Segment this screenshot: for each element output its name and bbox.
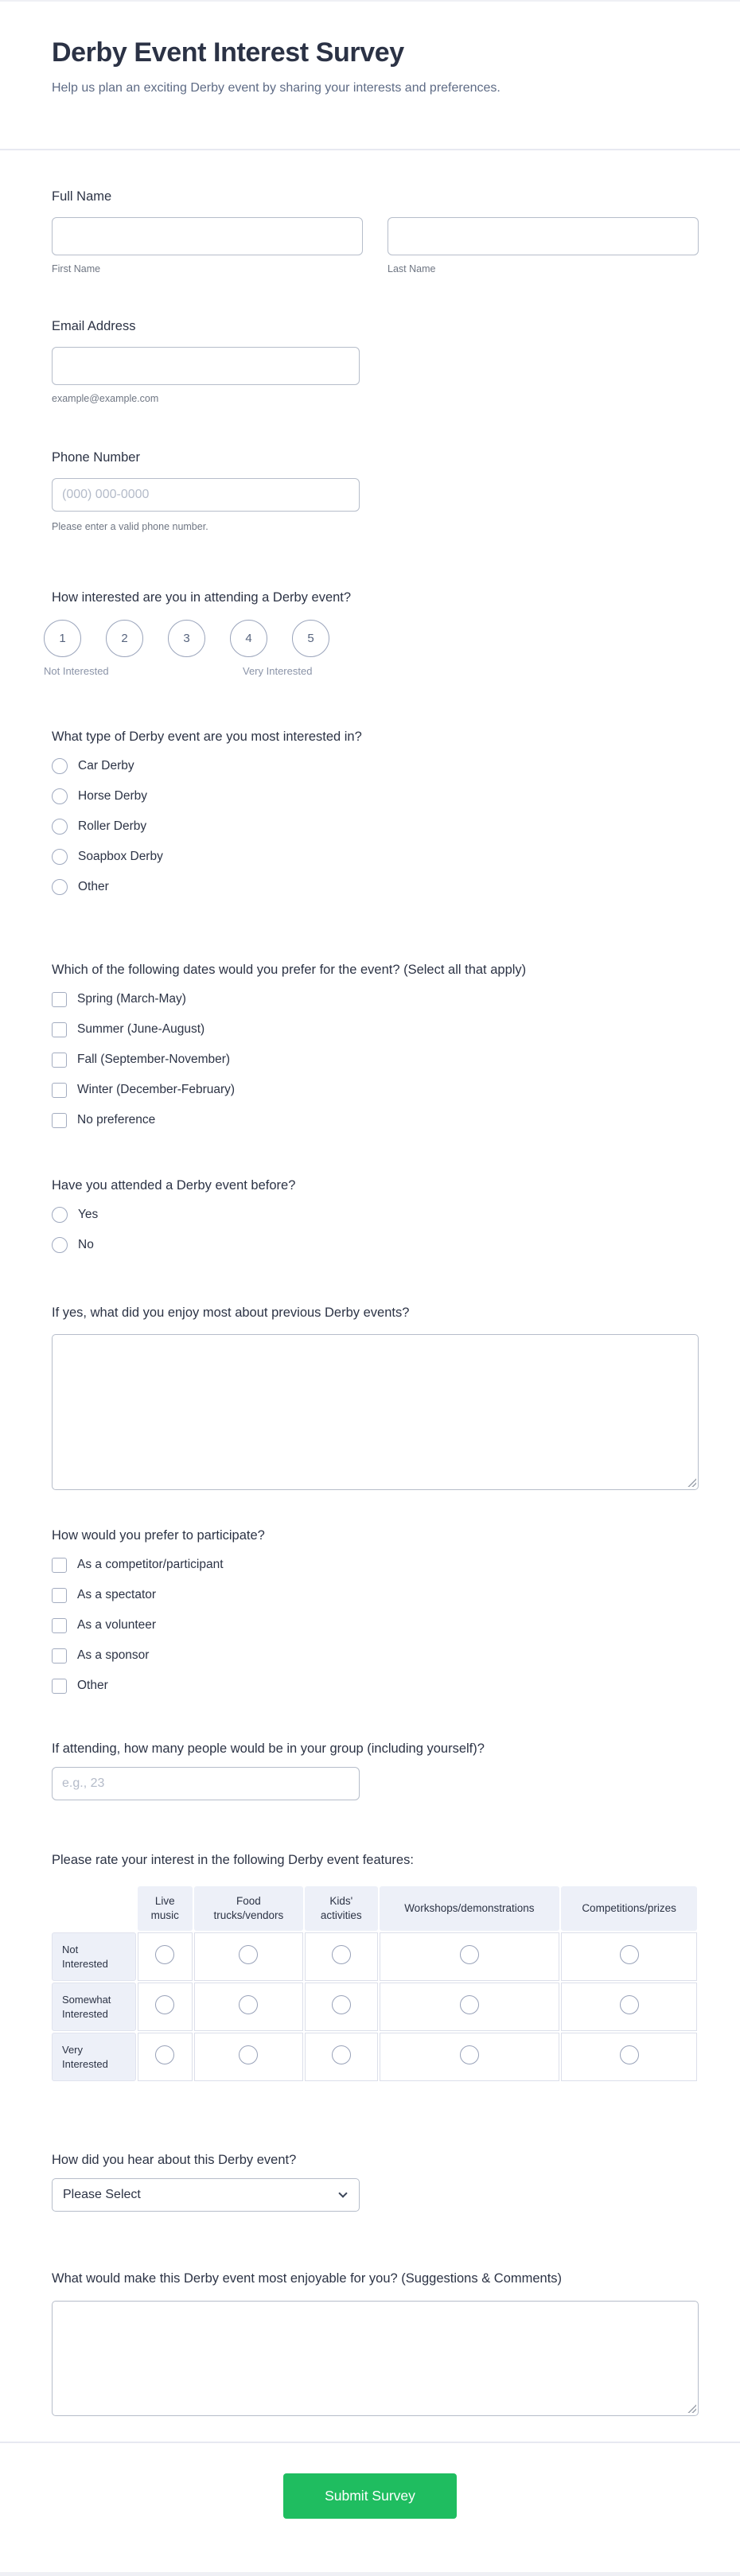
checkbox[interactable] (52, 992, 67, 1007)
radio-option-label: Roller Derby (78, 819, 147, 833)
features-matrix-table (50, 1885, 699, 2083)
matrix-column-header: Food trucks/vendors (194, 1886, 303, 1931)
matrix-row (52, 1932, 697, 1981)
checkbox-option-row[interactable] (52, 1671, 699, 1701)
section-divider (0, 149, 740, 150)
checkbox-option-row[interactable] (52, 1045, 699, 1075)
checkbox-option-label: As a sponsor (77, 1648, 150, 1662)
group-size-input[interactable] (52, 1767, 360, 1800)
question-enjoyed (52, 1305, 699, 1490)
checkbox[interactable] (52, 1083, 67, 1098)
radio-button[interactable] (52, 788, 68, 804)
features-matrix-label: Please rate your interest in the following Derby event features: (52, 1853, 414, 1867)
matrix-column-header: Live music (138, 1886, 193, 1931)
question-participation (52, 1527, 699, 1701)
matrix-radio-button[interactable] (620, 1945, 639, 1964)
form-card (0, 2, 740, 2572)
checkbox-option-label: Winter (December-February) (77, 1083, 236, 1096)
matrix-cell[interactable] (138, 1983, 193, 2031)
matrix-radio-button[interactable] (620, 2045, 639, 2064)
matrix-radio-button[interactable] (332, 1995, 351, 2014)
radio-button[interactable] (52, 819, 68, 835)
scale-options (44, 620, 699, 657)
last-name-input[interactable] (388, 217, 699, 255)
interest-scale-label: How interested are you in attending a Derby event? (52, 590, 352, 605)
participation-label: How would you prefer to participate? (52, 1528, 265, 1543)
matrix-radio-button[interactable] (620, 1995, 639, 2014)
checkbox[interactable] (52, 1558, 67, 1573)
checkbox-option-row[interactable] (52, 984, 699, 1014)
question-referral (52, 2152, 699, 2212)
radio-option-label: Other (78, 880, 109, 893)
matrix-cell[interactable] (561, 1983, 697, 2031)
matrix-radio-button[interactable] (332, 1945, 351, 1964)
email-input[interactable] (52, 347, 360, 385)
submit-survey-button[interactable]: Submit Survey (283, 2473, 457, 2519)
referral-select[interactable] (52, 2178, 360, 2212)
matrix-cell[interactable] (138, 2033, 193, 2081)
group-size-label: If attending, how many people would be in your group (including yourself)? (52, 1741, 485, 1756)
question-dates (52, 962, 699, 1135)
matrix-row (52, 1983, 697, 2031)
question-group-size (52, 1741, 699, 1800)
phone-input[interactable] (52, 478, 360, 512)
matrix-cell[interactable] (194, 2033, 303, 2081)
radio-button[interactable] (52, 1207, 68, 1223)
first-name-group (52, 217, 363, 275)
scale-option-1[interactable]: 1 (44, 620, 81, 657)
scale-left-label: Not Interested (44, 665, 109, 677)
checkbox-option-row[interactable] (52, 1610, 699, 1640)
matrix-cell[interactable] (380, 1983, 560, 2031)
phone-label: Phone Number (52, 450, 140, 465)
checkbox-option-row[interactable] (52, 1105, 699, 1135)
matrix-cell[interactable] (138, 1932, 193, 1981)
checkbox[interactable] (52, 1053, 67, 1068)
matrix-radio-button[interactable] (460, 2045, 479, 2064)
matrix-radio-button[interactable] (239, 1995, 258, 2014)
radio-option-row[interactable] (52, 872, 699, 902)
checkbox-option-row[interactable] (52, 1075, 699, 1105)
event-type-options (52, 751, 699, 902)
matrix-corner-cell (52, 1886, 136, 1931)
checkbox[interactable] (52, 1679, 67, 1694)
checkbox-option-label: Other (77, 1679, 108, 1692)
last-name-group (388, 217, 699, 275)
checkbox[interactable] (52, 1648, 67, 1664)
checkbox-option-label: Fall (September-November) (77, 1053, 231, 1066)
matrix-radio-button[interactable] (460, 1945, 479, 1964)
matrix-row-label: Very Interested (52, 2033, 136, 2081)
matrix-radio-button[interactable] (155, 1945, 174, 1964)
scale-right-label: Very Interested (243, 665, 313, 677)
radio-option-label: Soapbox Derby (78, 850, 163, 863)
matrix-column-header: Competitions/prizes (561, 1886, 697, 1931)
matrix-cell[interactable] (380, 1932, 560, 1981)
checkbox-option-row[interactable] (52, 1640, 699, 1671)
checkbox-option-label: Spring (March-May) (77, 992, 186, 1006)
question-full-name (52, 189, 699, 275)
checkbox-option-label: As a spectator (77, 1588, 157, 1601)
checkbox[interactable] (52, 1588, 67, 1603)
checkbox-option-label: As a competitor/participant (77, 1558, 224, 1571)
radio-option-row[interactable] (52, 781, 699, 811)
radio-option-label: Yes (78, 1208, 99, 1221)
matrix-cell[interactable] (305, 1932, 377, 1981)
email-sublabel: example@example.com (52, 393, 159, 404)
scale-option-4[interactable]: 4 (230, 620, 267, 657)
matrix-row (52, 2033, 697, 2081)
referral-label: How did you hear about this Derby event? (52, 2153, 297, 2167)
first-name-sublabel: First Name (52, 263, 101, 274)
checkbox[interactable] (52, 1113, 67, 1128)
page-subtitle: Help us plan an exciting Derby event by sharing your interests and preferences. (52, 81, 500, 95)
full-name-label: Full Name (52, 189, 112, 204)
matrix-radio-button[interactable] (155, 2045, 174, 2064)
checkbox-option-label: Summer (June-August) (77, 1022, 205, 1036)
first-name-input[interactable] (52, 217, 363, 255)
resize-handle-icon[interactable] (687, 2404, 696, 2413)
checkbox-option-row[interactable] (52, 1014, 699, 1045)
question-attended (52, 1177, 699, 1260)
resize-handle-icon[interactable] (687, 1478, 696, 1487)
radio-button[interactable] (52, 849, 68, 865)
radio-option-label: No (78, 1238, 94, 1251)
attended-options (52, 1200, 699, 1260)
matrix-cell[interactable] (194, 1983, 303, 2031)
matrix-radio-button[interactable] (155, 1995, 174, 2014)
question-event-type (52, 729, 699, 902)
question-comments (52, 2268, 699, 2416)
scale-option-5[interactable]: 5 (292, 620, 329, 657)
radio-button[interactable] (52, 879, 68, 895)
matrix-radio-button[interactable] (460, 1995, 479, 2014)
matrix-column-header: Kids' activities (305, 1886, 377, 1931)
checkbox-option-row[interactable] (52, 1580, 699, 1610)
matrix-radio-button[interactable] (239, 1945, 258, 1964)
comments-textarea[interactable] (52, 2301, 699, 2416)
checkbox[interactable] (52, 1618, 67, 1633)
participation-options (52, 1550, 699, 1701)
question-phone (52, 449, 699, 533)
phone-sublabel: Please enter a valid phone number. (52, 521, 208, 532)
checkbox[interactable] (52, 1022, 67, 1037)
event-type-label: What type of Derby event are you most interested in? (52, 730, 362, 744)
checkbox-option-row[interactable] (52, 1550, 699, 1580)
radio-button[interactable] (52, 1237, 68, 1253)
question-features-matrix (52, 1852, 699, 2083)
dates-options (52, 984, 699, 1135)
scale-option-3[interactable]: 3 (168, 620, 205, 657)
matrix-column-header: Workshops/demonstrations (380, 1886, 560, 1931)
matrix-cell[interactable] (561, 1932, 697, 1981)
matrix-cell[interactable] (194, 1932, 303, 1981)
question-email (52, 318, 699, 405)
radio-option-label: Horse Derby (78, 789, 147, 803)
radio-button[interactable] (52, 758, 68, 774)
matrix-row-label: Not Interested (52, 1932, 136, 1981)
comments-label: What would make this Derby event most enjoyable for you? (Suggestions & Comments) (52, 2271, 563, 2286)
checkbox-option-label: No preference (77, 1113, 156, 1127)
matrix-row-label: Somewhat Interested (52, 1983, 136, 2031)
matrix-cell[interactable] (561, 2033, 697, 2081)
scale-option-2[interactable]: 2 (106, 620, 143, 657)
radio-option-label: Car Derby (78, 759, 134, 772)
matrix-cell[interactable] (305, 2033, 377, 2081)
last-name-sublabel: Last Name (388, 263, 436, 274)
enjoyed-label: If yes, what did you enjoy most about previous Derby events? (52, 1306, 410, 1320)
scale-edge-labels (44, 665, 699, 678)
matrix-cell[interactable] (305, 1983, 377, 2031)
radio-option-row[interactable] (52, 842, 699, 872)
dates-label: Which of the following dates would you prefer for the event? (Select all that apply) (52, 963, 527, 977)
chevron-down-icon (338, 2189, 347, 2197)
matrix-radio-button[interactable] (239, 2045, 258, 2064)
radio-option-row[interactable] (52, 811, 699, 842)
radio-option-row[interactable] (52, 751, 699, 781)
email-label: Email Address (52, 319, 136, 333)
matrix-cell[interactable] (380, 2033, 560, 2081)
referral-select-value: Please Select (63, 2188, 141, 2201)
enjoyed-textarea[interactable] (52, 1334, 699, 1490)
radio-option-row[interactable] (52, 1230, 699, 1260)
radio-option-row[interactable] (52, 1200, 699, 1230)
page-title: Derby Event Interest Survey (52, 37, 404, 68)
attended-label: Have you attended a Derby event before? (52, 1178, 296, 1193)
checkbox-option-label: As a volunteer (77, 1618, 157, 1632)
footer-divider (0, 2442, 740, 2443)
question-interest-scale (44, 590, 699, 678)
matrix-radio-button[interactable] (332, 2045, 351, 2064)
